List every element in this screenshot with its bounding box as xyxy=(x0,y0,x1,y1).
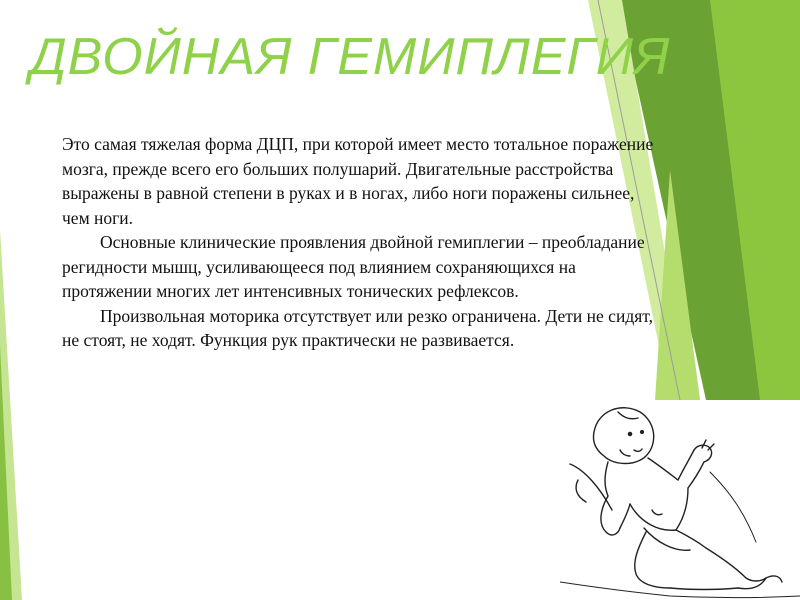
body-text xyxy=(62,132,662,353)
paragraph-1: Это самая тяжелая форма ДЦП, при которой имеет место тотальное поражение мозга, прежде всего его больших полушарий. Двигательные расстройства выражены в равной степени в руках и в ногах, либо ноги поражены сильнее, чем ноги. xyxy=(62,134,654,228)
child-illustration xyxy=(560,392,800,600)
paragraph-2: Основные клинические проявления двойной гемиплегии – преобладание регидности мышц, усиливающееся под влиянием сохраняющихся на протяжении многих лет интенсивных тонических рефлексов. xyxy=(62,232,645,301)
slide-title: ДВОЙНАЯ ГЕМИПЛЕГИЯ xyxy=(30,28,671,86)
paragraph-3: Произвольная моторика отсутствует или резко ограничена. Дети не сидят, не стоят, не ходят. Функция рук практически не развивается. xyxy=(62,305,653,350)
